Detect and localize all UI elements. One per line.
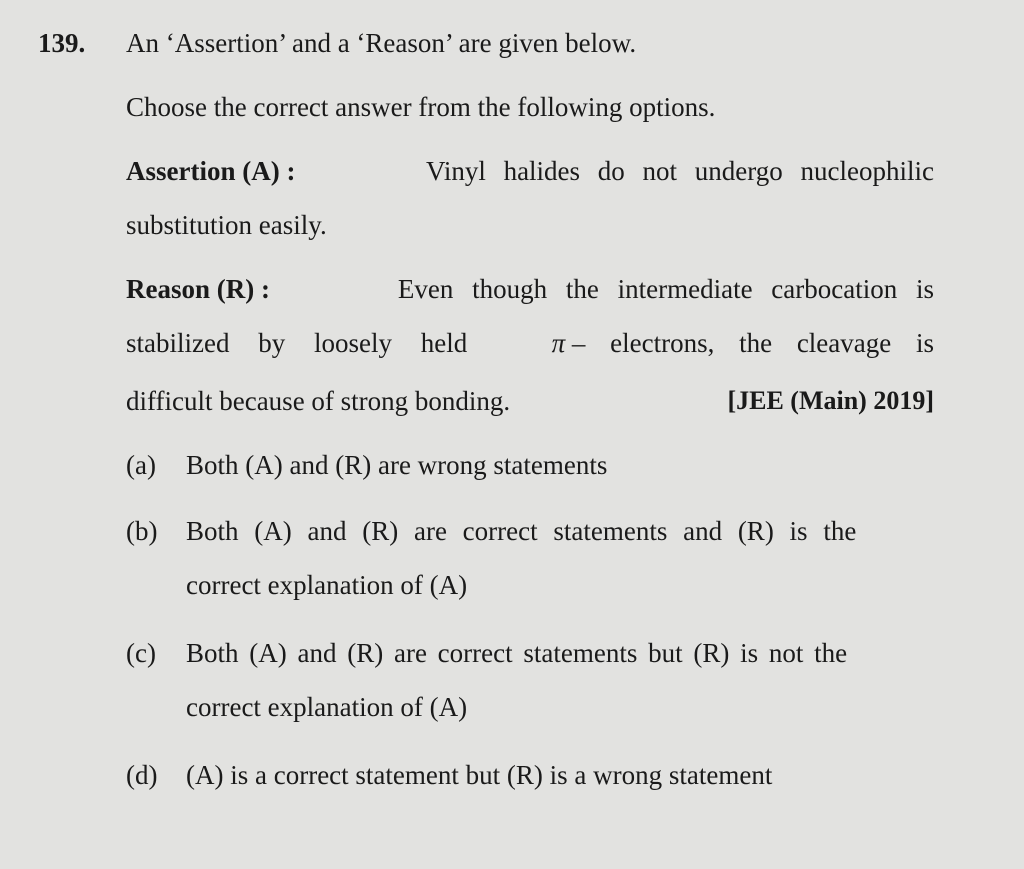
option-d-text: (A) is a correct statement but (R) is a wrong statement (186, 760, 773, 790)
option-b-text-2: correct explanation of (A) (186, 570, 468, 600)
question-number: 139. (38, 28, 86, 58)
reason-label: Reason (R) : (126, 274, 270, 304)
option-b-label: (b) (126, 516, 158, 546)
source-citation: [JEE (Main) 2019] (727, 386, 934, 415)
assertion-text-2: substitution easily. (126, 210, 327, 240)
assertion-line-1 (126, 156, 934, 187)
question-intro: An ‘Assertion’ and a ‘Reason’ are given below. (126, 28, 637, 58)
reason-text-2a: stabilized by loosely held (126, 328, 468, 358)
option-c-label: (c) (126, 638, 156, 668)
assertion-label: Assertion (A) : (126, 156, 296, 186)
reason-text-1: Even though the intermediate carbocation is (397, 274, 934, 304)
option-c-line-1-wrap (186, 638, 936, 669)
option-d-label: (d) (126, 760, 158, 790)
option-a-label: (a) (126, 450, 156, 480)
option-c-text-1: Both (A) and (R) are correct statements but (R) is not the (186, 638, 848, 668)
option-a-text: Both (A) and (R) are wrong statements (186, 450, 608, 480)
reason-line-1 (126, 274, 934, 305)
assertion-text-1: Vinyl halides do not undergo nucleophilic (425, 156, 934, 186)
reason-line-2 (126, 328, 934, 359)
reason-text-3: difficult because of strong bonding. (126, 386, 511, 416)
option-c-row (186, 638, 936, 669)
question-instruction: Choose the correct answer from the following options. (126, 92, 716, 122)
reason-text-2b: – electrons, the cleavage is (571, 328, 934, 358)
option-b-row (186, 516, 936, 547)
option-c-text-2: correct explanation of (A) (186, 692, 468, 722)
pi-symbol: π (551, 328, 566, 358)
option-b-line-1-wrap (186, 516, 936, 547)
option-b-text-1: Both (A) and (R) are correct statements and (R) is the (186, 516, 857, 546)
